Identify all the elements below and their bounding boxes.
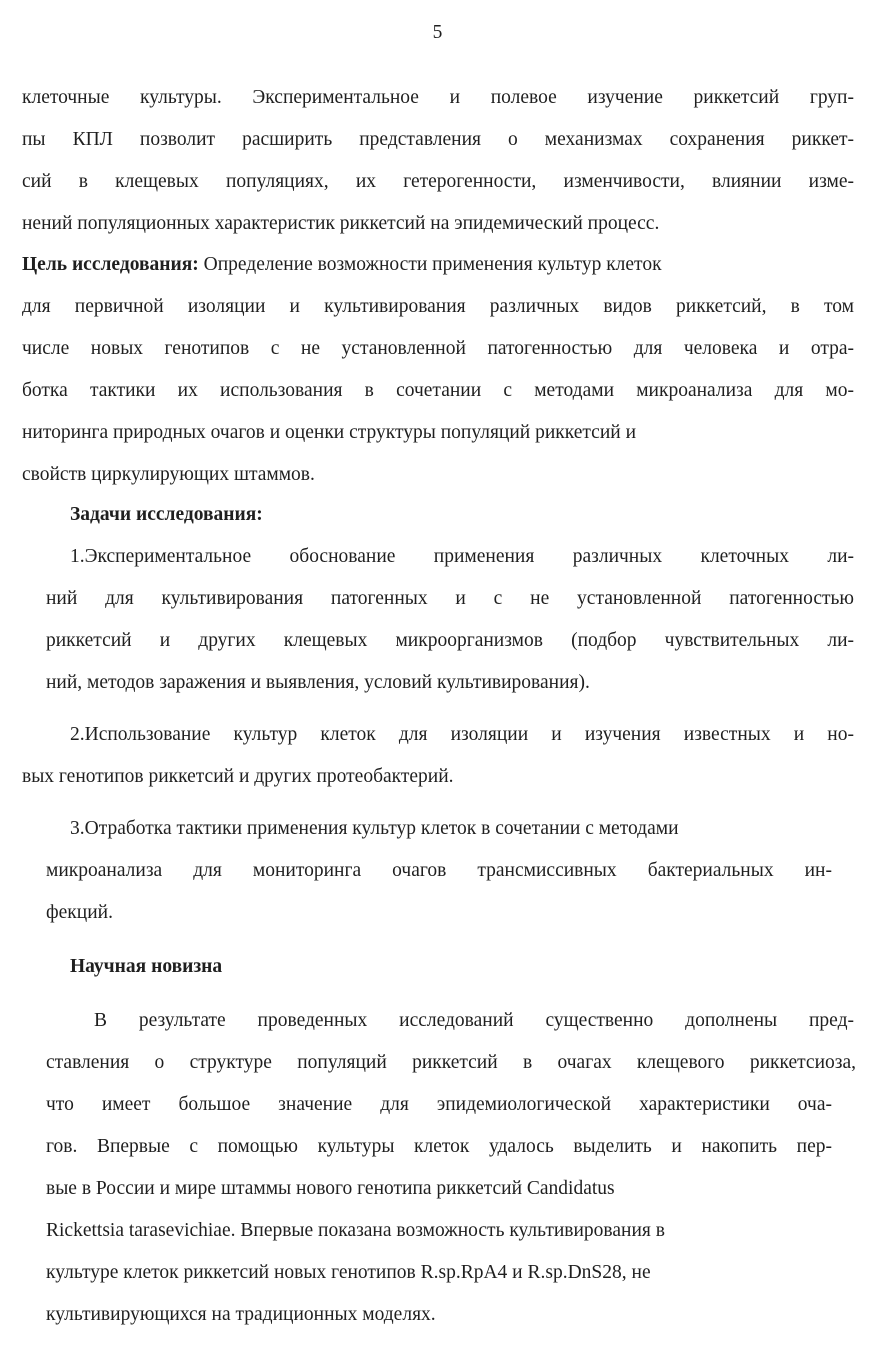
tasks-heading: Задачи исследования: bbox=[70, 504, 263, 525]
task-1-line: ний, методов заражения и выявления, условий культивирования). bbox=[46, 672, 590, 693]
goal-text: Определение возможности применения культур клеток bbox=[203, 254, 662, 275]
novelty-heading: Научная новизна bbox=[70, 956, 223, 977]
goal-line: ботка тактики их использования в сочетании с методами микроанализа для мо- bbox=[22, 380, 854, 401]
task-3-line: микроанализа для мониторинга очагов трансмиссивных бактериальных ин- bbox=[46, 860, 832, 881]
goal-first-line bbox=[22, 253, 662, 277]
goal-line: числе новых генотипов с не установленной патогенностью для человека и отра- bbox=[22, 338, 854, 359]
page-number: 5 bbox=[432, 22, 443, 43]
novelty-line: В результате проведенных исследований существенно дополнены пред- bbox=[94, 1010, 854, 1031]
novelty-line: Rickettsia tarasevichiae. Впервые показана возможность культивирования в bbox=[46, 1220, 665, 1241]
novelty-line: гов. Впервые с помощью культуры клеток удалось выделить и накопить пер- bbox=[46, 1136, 832, 1157]
task-2-line: 2.Использование культур клеток для изоляции и изучения известных и но- bbox=[70, 724, 854, 745]
intro-line: сий в клещевых популяциях, их гетерогенности, изменчивости, влиянии изме- bbox=[22, 171, 854, 192]
task-2-line: вых генотипов риккетсий и других протеобактерий. bbox=[22, 766, 454, 787]
intro-line: нений популяционных характеристик риккетсий на эпидемический процесс. bbox=[22, 213, 660, 234]
task-3-line: 3.Отработка тактики применения культур клеток в сочетании с методами bbox=[70, 818, 679, 839]
task-3-line: фекций. bbox=[46, 902, 113, 923]
novelty-line: культуре клеток риккетсий новых генотипов R.sp.RpA4 и R.sp.DnS28, не bbox=[46, 1262, 651, 1283]
intro-line: пы КПЛ позволит расширить представления о механизмах сохранения риккет- bbox=[22, 129, 854, 150]
task-1-line: 1.Экспериментальное обоснование применения различных клеточных ли- bbox=[70, 546, 854, 567]
task-1-line: риккетсий и других клещевых микроорганизмов (подбор чувствительных ли- bbox=[46, 630, 854, 651]
novelty-line: ставления о структуре популяций риккетсий в очагах клещевого риккетсиоза, bbox=[46, 1052, 856, 1073]
goal-line: свойств циркулирующих штаммов. bbox=[22, 464, 315, 485]
task-1-line: ний для культивирования патогенных и с не установленной патогенностью bbox=[46, 588, 854, 609]
novelty-line: культивирующихся на традиционных моделях. bbox=[46, 1304, 436, 1325]
novelty-line: вые в России и мире штаммы нового генотипа риккетсий Candidatus bbox=[46, 1178, 615, 1199]
goal-line: для первичной изоляции и культивирования различных видов риккетсий, в том bbox=[22, 296, 854, 317]
goal-label: Цель исследования: bbox=[22, 254, 199, 275]
intro-line: клеточные культуры. Экспериментальное и полевое изучение риккетсий груп- bbox=[22, 87, 854, 108]
goal-line: ниторинга природных очагов и оценки структуры популяций риккетсий и bbox=[22, 422, 637, 443]
novelty-line: что имеет большое значение для эпидемиологической характеристики оча- bbox=[46, 1094, 832, 1115]
